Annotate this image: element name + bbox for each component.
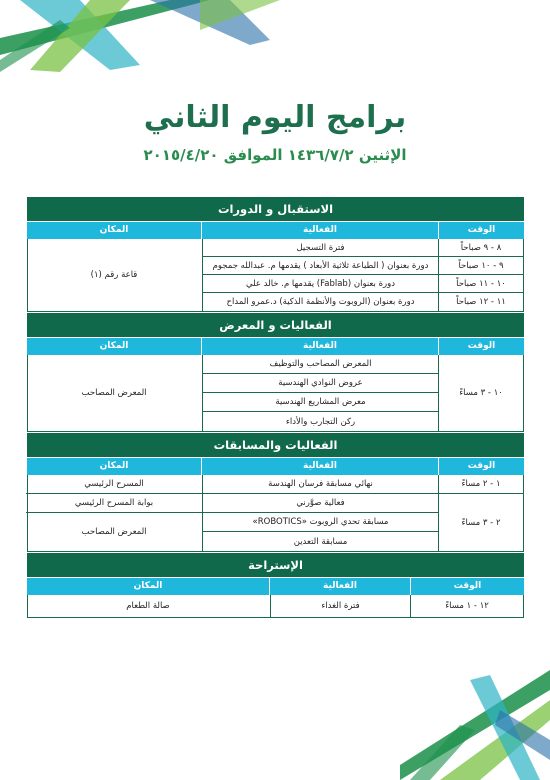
column-headers <box>27 222 524 239</box>
column-headers <box>27 578 524 595</box>
column-headers <box>27 458 524 475</box>
decorative-graphic-bottom <box>400 650 550 780</box>
decorative-graphic-top <box>0 0 300 75</box>
page-date: الإثنين ١٤٣٦/٧/٢ الموافق ٢٠١٥/٤/٢٠ <box>143 146 407 164</box>
time-cell: ١١ - ١٢ صباحاً <box>438 293 523 311</box>
col-activity: الفعالية <box>202 222 439 239</box>
section-rows <box>27 475 524 552</box>
section-header-break: الإستراحة <box>27 553 524 577</box>
activity-cell: معرض المشاريع الهندسية <box>202 393 438 412</box>
col-activity: الفعالية <box>270 578 411 595</box>
col-place: المكان <box>27 338 202 355</box>
col-time: الوقت <box>439 338 524 355</box>
col-place: المكان <box>27 222 202 239</box>
activity-cell: فترة الغداء <box>270 595 410 617</box>
page-title: برامج اليوم الثاني <box>143 100 407 135</box>
section-header-competitions: الفعاليات والمسابقات <box>27 433 524 457</box>
activity-cell: المعرض المصاحب والتوظيف <box>202 355 438 374</box>
activity-cell: عروض النوادي الهندسية <box>202 374 438 393</box>
section-rows <box>27 595 524 618</box>
activity-cell: فعالية صوَّرني <box>202 494 438 513</box>
time-cell: ٨ - ٩ صباحاً <box>438 239 523 257</box>
activity-cell: مسابقة التعدين <box>202 532 438 551</box>
activity-cell: مسابقة تحدي الروبوت «ROBOTICS» <box>202 513 438 532</box>
place-cell: المعرض المصاحب <box>81 388 147 398</box>
time-cell: ١٠ - ٣ مساءً <box>438 355 523 431</box>
activity-cell: دورة بعنوان (الروبوت والأنظمة الذكية) د.عمرو المداح <box>202 293 438 311</box>
col-time: الوقت <box>439 458 524 475</box>
activity-cell: ركن التجارب والأداء <box>202 412 438 431</box>
time-cell: ١ - ٢ مساءً <box>438 475 523 494</box>
col-time: الوقت <box>439 222 524 239</box>
place-cell: بوابة المسرح الرئيسي <box>26 494 202 513</box>
col-time: الوقت <box>411 578 524 595</box>
col-activity: الفعالية <box>202 338 439 355</box>
place-cell: المعرض المصاحب <box>81 527 147 537</box>
place-cell: صالة الطعام <box>126 601 170 611</box>
col-place: المكان <box>27 458 202 475</box>
activity-cell: دورة بعنوان ( الطباعة ثلاثية الأبعاد ) يقدمها م. عبدالله جمجوم <box>202 257 438 275</box>
section-rows <box>27 355 524 432</box>
col-place: المكان <box>27 578 270 595</box>
activity-cell: فترة التسجيل <box>202 239 438 257</box>
place-cell: المسرح الرئيسي <box>26 475 202 494</box>
time-cell: ١٠ - ١١ صباحاً <box>438 275 523 293</box>
time-cell: ١٢ - ١ مساءً <box>410 595 523 617</box>
column-headers <box>27 338 524 355</box>
col-activity: الفعالية <box>202 458 439 475</box>
time-cell: ٢ - ٣ مساءً <box>438 494 523 551</box>
section-rows <box>27 239 524 312</box>
section-header-reception: الاستقبال و الدورات <box>27 197 524 221</box>
activity-cell: نهائي مسابقة فرسان الهندسة <box>202 475 438 494</box>
activity-cell: دورة بعنوان (Fablab) يقدمها م. خالد علي <box>202 275 438 293</box>
place-cell: قاعة رقم (١) <box>90 270 138 280</box>
time-cell: ٩ - ١٠ صباحاً <box>438 257 523 275</box>
section-header-exhibition: الفعاليات و المعرض <box>27 313 524 337</box>
schedule-table <box>27 196 524 618</box>
